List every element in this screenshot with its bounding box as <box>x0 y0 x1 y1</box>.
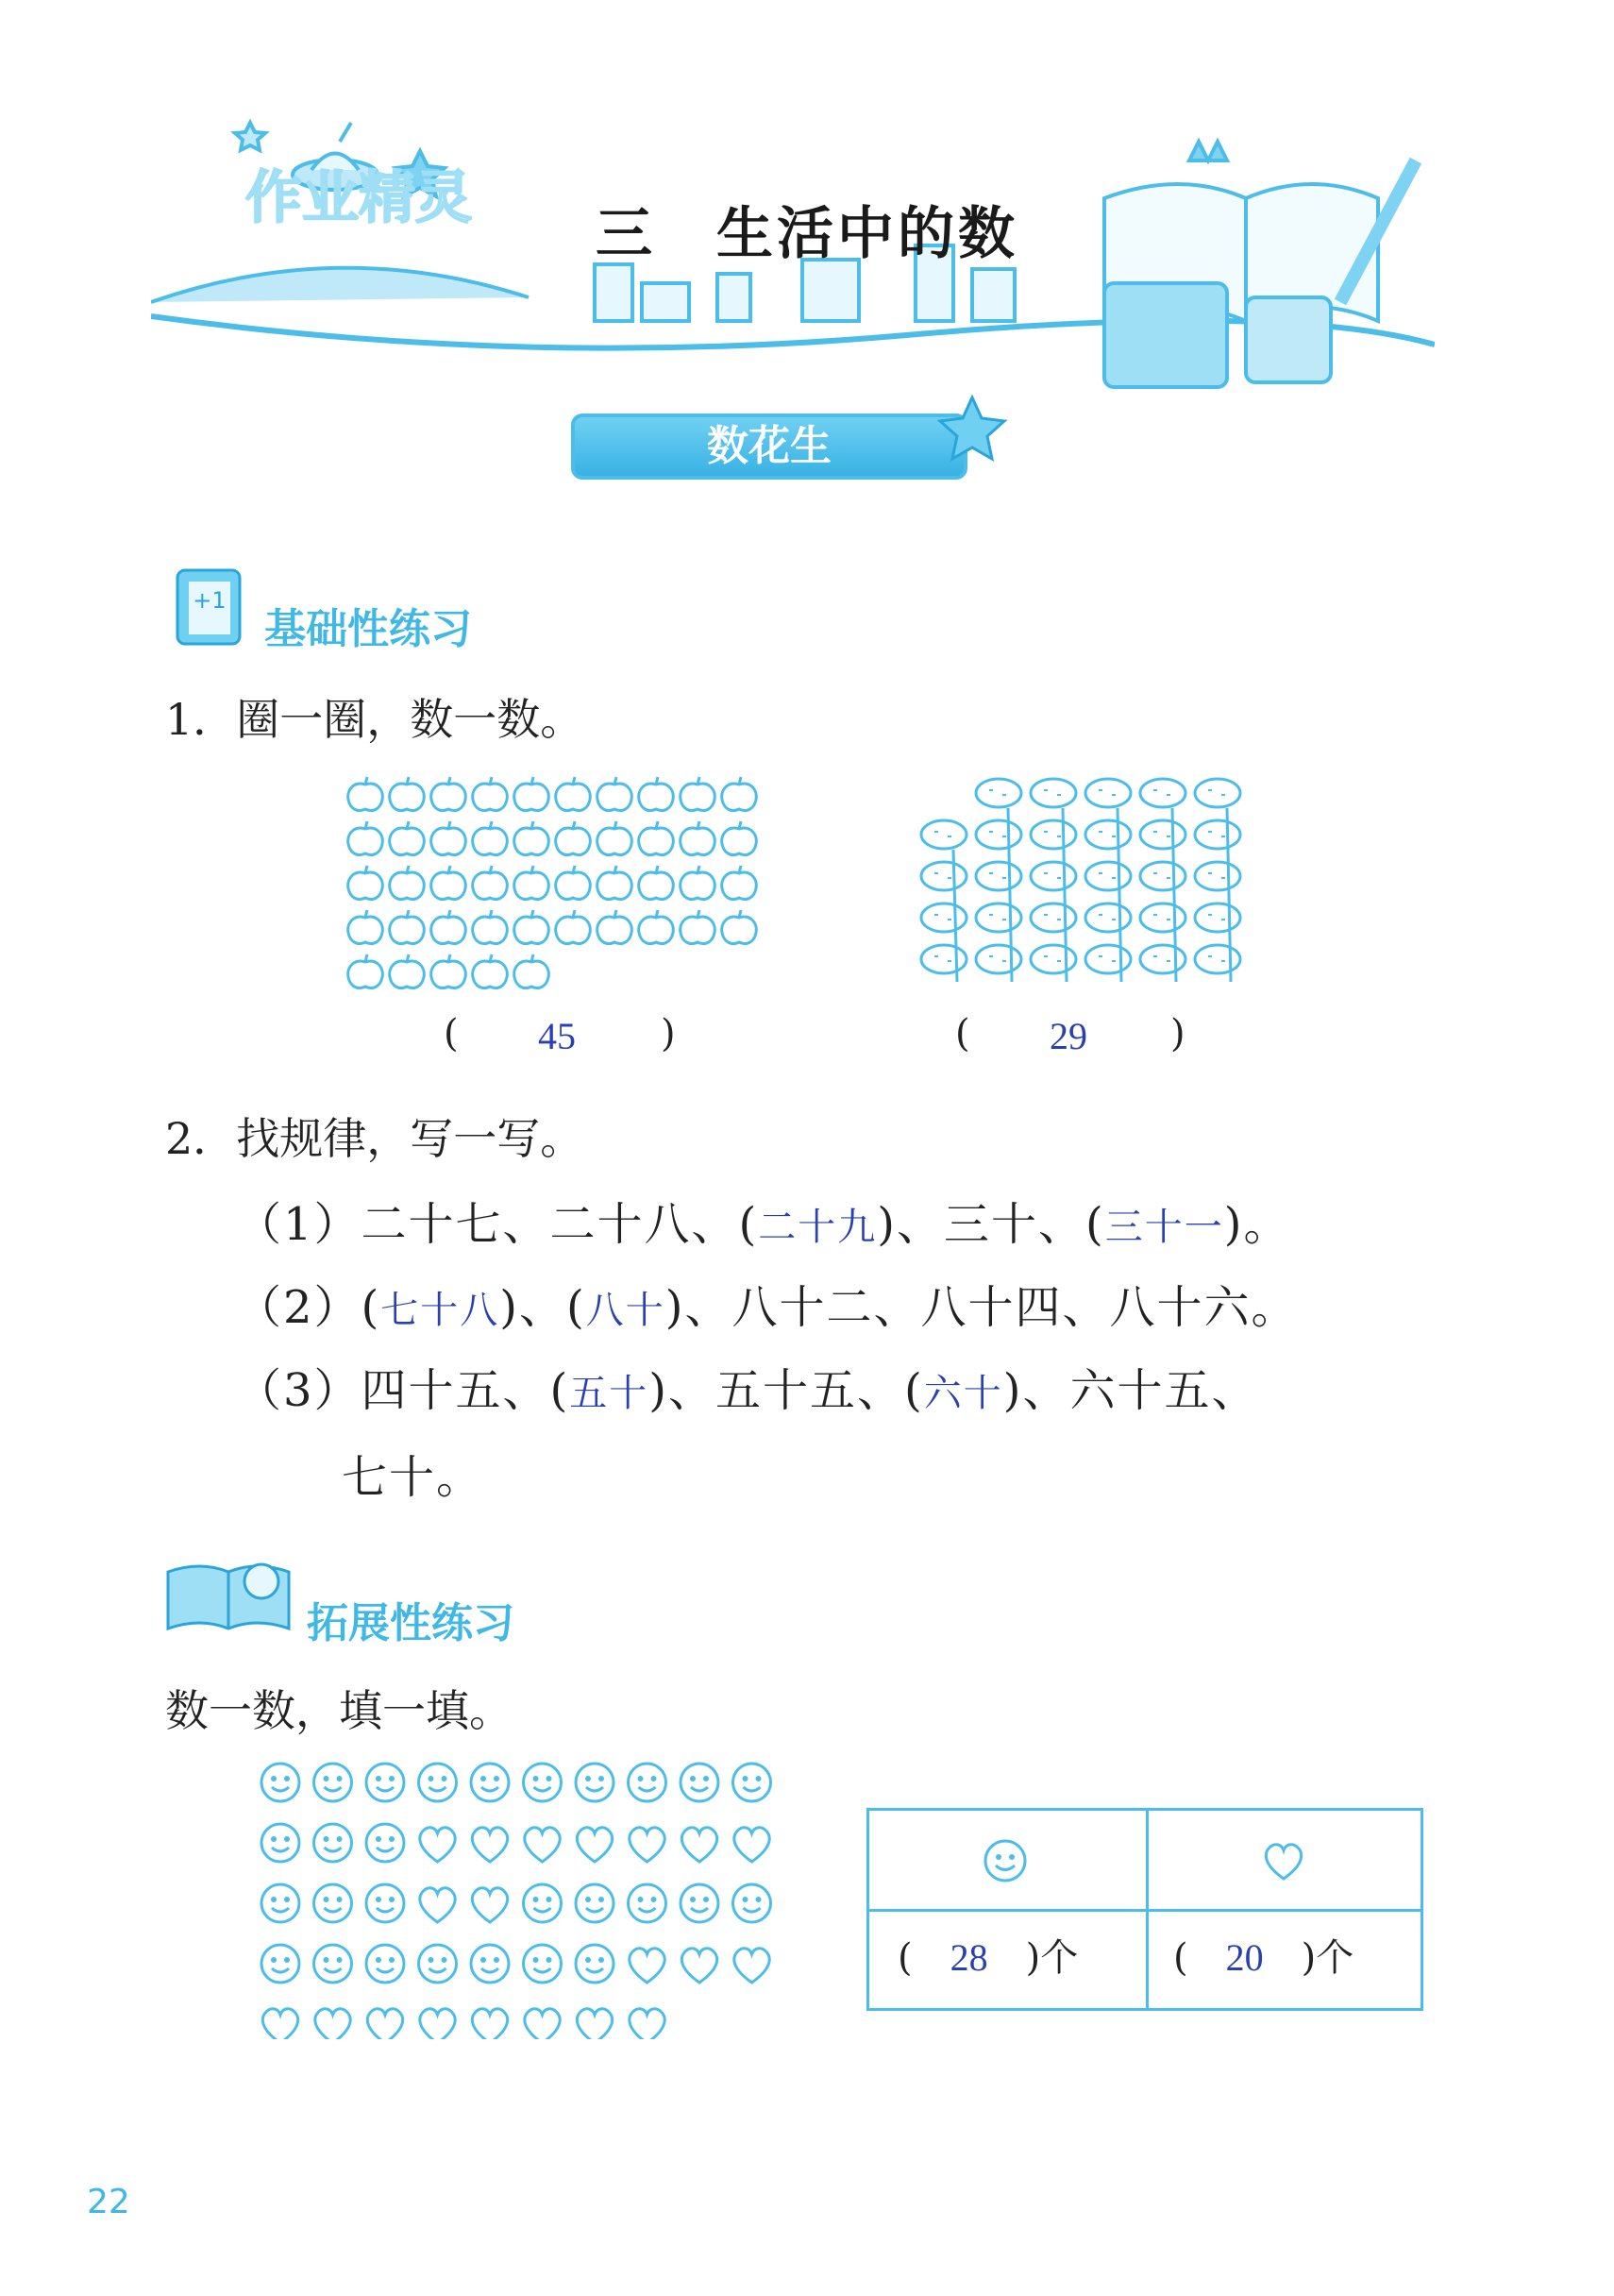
smiley-icon <box>314 1945 352 1983</box>
peanut-icon <box>1031 779 1076 807</box>
smiley-icon <box>733 1764 771 1801</box>
apple-icon <box>348 866 383 900</box>
heart-icon <box>681 1949 716 1983</box>
heart-icon <box>315 2009 350 2039</box>
star-icon <box>934 392 1010 467</box>
peanut-icon <box>976 945 1021 973</box>
apple-icon <box>514 777 549 811</box>
q1-label: 1．圈一圈，数一数。 <box>165 694 584 745</box>
paren-open: ( <box>955 1012 970 1055</box>
text: 二十七、二十八、( <box>361 1198 759 1251</box>
peanut-icon <box>1085 945 1131 973</box>
peanut-icon <box>1085 862 1131 890</box>
smiley-icon <box>982 1837 1029 1884</box>
apple-icon <box>348 777 383 811</box>
peanut-icon <box>1140 862 1185 890</box>
peanut-icon <box>1140 820 1185 849</box>
smiley-icon <box>524 1884 562 1922</box>
q2-row1 <box>236 1188 1290 1253</box>
apple-icon <box>473 954 508 988</box>
peanut-icon <box>1140 945 1185 973</box>
apple-icon <box>681 866 715 900</box>
smiley-icon <box>419 1945 457 1983</box>
peanut-icon <box>1085 820 1131 849</box>
unit: 个 <box>1316 1936 1354 1980</box>
peanut-icon <box>1195 903 1240 932</box>
apple-icon <box>514 954 549 988</box>
smile-count-cell: ( 28 )个 <box>898 1936 1079 1980</box>
peanut-grid <box>906 765 1246 1010</box>
peanut-stem <box>1172 808 1176 982</box>
heart-icon <box>577 2009 612 2039</box>
unit-title: 三 生活中的数 <box>596 201 1018 267</box>
smiley-icon <box>261 1824 299 1862</box>
apple-icon <box>390 821 425 855</box>
heart-icon <box>577 1828 612 1862</box>
apple-icon <box>722 777 757 811</box>
answer-apples: 45 <box>538 1015 576 1057</box>
peanut-stem <box>1063 808 1067 982</box>
heart-icon <box>420 2009 455 2039</box>
smiley-heart-grid <box>255 1756 783 2039</box>
apple-icon <box>348 910 383 944</box>
watermark-text: 作业精灵 <box>245 165 472 231</box>
apple-icon <box>431 866 466 900</box>
heart-icon <box>630 1949 664 1983</box>
peanut-icon <box>976 903 1021 932</box>
peanut-icon <box>1031 862 1076 890</box>
smiley-icon <box>681 1764 718 1801</box>
heart-icon <box>472 1888 507 1922</box>
smiley-icon <box>681 1884 718 1922</box>
text: )。 <box>1223 1198 1291 1251</box>
row-number: （3） <box>236 1364 361 1417</box>
apple-icon <box>639 866 674 900</box>
answer: 二十九 <box>758 1206 878 1248</box>
q2-row3 <box>236 1354 1258 1419</box>
peanut-icon <box>976 779 1021 807</box>
apple-icon <box>473 866 508 900</box>
apple-icon <box>556 910 591 944</box>
apple-icon <box>348 821 383 855</box>
section-basic-title: 基础性练习 <box>264 605 472 653</box>
peanut-icon <box>976 820 1021 849</box>
smiley-icon <box>366 1824 404 1862</box>
heart-icon <box>525 2009 560 2039</box>
peanut-icon <box>1031 903 1076 932</box>
answer: 五十 <box>569 1372 649 1414</box>
heart-icon <box>630 1828 664 1862</box>
row-number: （2） <box>236 1281 361 1334</box>
heart-icon <box>420 1888 455 1922</box>
apple-icon <box>431 954 466 988</box>
apple-icon <box>556 866 591 900</box>
notebook-icon <box>170 565 255 650</box>
page-number: 22 <box>87 2183 130 2221</box>
heart-icon <box>525 1828 560 1862</box>
peanut-icon <box>1195 820 1240 849</box>
smiley-icon <box>471 1764 509 1801</box>
svg-text:+1: +1 <box>193 587 227 614</box>
peanut-icon <box>1195 779 1240 807</box>
peanut-icon <box>1031 820 1076 849</box>
apple-icon <box>639 910 674 944</box>
smiley-icon <box>576 1764 614 1801</box>
heart-icon <box>1260 1837 1307 1884</box>
apple-icon <box>597 821 632 855</box>
peanut-icon <box>1195 945 1240 973</box>
heart-icon <box>367 2009 402 2039</box>
smiley-icon <box>261 1945 299 1983</box>
peanut-icon <box>921 820 967 849</box>
apple-icon <box>473 910 508 944</box>
peanut-icon <box>1195 862 1240 890</box>
paren-close: ) <box>1170 1012 1185 1055</box>
smiley-icon <box>576 1945 614 1983</box>
apple-icon <box>681 821 715 855</box>
apple-icon <box>514 866 549 900</box>
apple-icon <box>431 777 466 811</box>
paren-close: ) <box>661 1012 676 1055</box>
text: ( <box>361 1281 381 1334</box>
apple-icon <box>639 777 674 811</box>
peanut-icon <box>1031 945 1076 973</box>
heart-icon <box>630 2009 664 2039</box>
apple-icon <box>390 866 425 900</box>
heart-icon <box>472 1828 507 1862</box>
q2-row3-continued: 七十。 <box>342 1451 484 1504</box>
peanut-icon <box>921 945 967 973</box>
peanut-stem <box>1118 808 1121 982</box>
peanut-stem <box>953 850 957 982</box>
smiley-icon <box>471 1945 509 1983</box>
apple-icon <box>597 910 632 944</box>
answer: 六十 <box>923 1372 1003 1414</box>
peanut-icon <box>921 903 967 932</box>
apple-icon <box>722 866 757 900</box>
lesson-title: 数花生 <box>707 422 832 470</box>
apple-icon <box>390 954 425 988</box>
q2-label: 2．找规律，写一写。 <box>165 1113 584 1164</box>
apple-icon <box>681 777 715 811</box>
text: )、三十、( <box>877 1198 1105 1251</box>
answer: 三十一 <box>1104 1206 1224 1248</box>
row-number: （1） <box>236 1198 361 1251</box>
smiley-icon <box>419 1764 457 1801</box>
peanut-stem <box>1227 808 1231 982</box>
heart-icon <box>262 2009 297 2039</box>
smiley-icon <box>366 1945 404 1983</box>
apple-grid <box>345 769 779 996</box>
smiley-icon <box>524 1764 562 1801</box>
smiley-icon <box>366 1884 404 1922</box>
peanut-icon <box>976 862 1021 890</box>
apple-icon <box>597 866 632 900</box>
apple-icon <box>431 821 466 855</box>
smiley-icon <box>576 1884 614 1922</box>
smiley-icon <box>261 1764 299 1801</box>
apple-icon <box>431 910 466 944</box>
apple-icon <box>348 954 383 988</box>
smiley-icon <box>733 1884 771 1922</box>
peanut-stem <box>1008 808 1012 982</box>
smiley-icon <box>314 1764 352 1801</box>
section-extended-title: 拓展性练习 <box>307 1599 514 1647</box>
text: )、( <box>499 1281 586 1334</box>
unit: 个 <box>1040 1936 1079 1980</box>
apple-icon <box>722 821 757 855</box>
apple-icon <box>681 910 715 944</box>
smiley-icon <box>366 1764 404 1801</box>
peanut-icon <box>1085 779 1131 807</box>
apple-icon <box>556 821 591 855</box>
smiley-icon <box>629 1764 666 1801</box>
apple-icon <box>514 910 549 944</box>
smiley-icon <box>524 1945 562 1983</box>
text: )、六十五、 <box>1002 1364 1259 1417</box>
answer-peanuts: 29 <box>1050 1015 1087 1057</box>
apple-icon <box>473 777 508 811</box>
peanut-icon <box>1085 903 1131 932</box>
smile-answer: 28 <box>950 1936 988 1979</box>
smiley-icon <box>314 1824 352 1862</box>
apple-icon <box>390 777 425 811</box>
apple-icon <box>597 777 632 811</box>
text: 四十五、( <box>361 1364 570 1417</box>
heart-icon <box>681 1828 716 1862</box>
apple-icon <box>390 910 425 944</box>
heart-icon <box>472 2009 507 2039</box>
heart-answer: 20 <box>1225 1936 1264 1979</box>
answer: 七十八 <box>380 1289 500 1331</box>
smiley-icon <box>629 1884 666 1922</box>
peanut-icon <box>1140 779 1185 807</box>
heart-icon <box>734 1828 769 1862</box>
apple-icon <box>556 777 591 811</box>
count-table <box>866 1808 1423 2011</box>
text: )、八十二、八十四、八十六。 <box>664 1281 1299 1334</box>
apple-icon <box>639 821 674 855</box>
open-book-icon <box>162 1553 294 1638</box>
apple-icon <box>514 821 549 855</box>
smiley-icon <box>314 1884 352 1922</box>
paren-open: ( <box>444 1012 459 1055</box>
peanut-icon <box>921 862 967 890</box>
q2-row2 <box>236 1271 1298 1336</box>
apple-icon <box>473 821 508 855</box>
smiley-icon <box>261 1884 299 1922</box>
peanut-icon <box>1140 903 1185 932</box>
heart-count-cell: ( 20 )个 <box>1173 1936 1354 1980</box>
q3-label: 数一数，填一填。 <box>165 1685 513 1736</box>
answer: 八十 <box>585 1289 665 1331</box>
apple-icon <box>722 910 757 944</box>
heart-icon <box>420 1828 455 1862</box>
heart-icon <box>734 1949 769 1983</box>
text: )、五十五、( <box>648 1364 924 1417</box>
